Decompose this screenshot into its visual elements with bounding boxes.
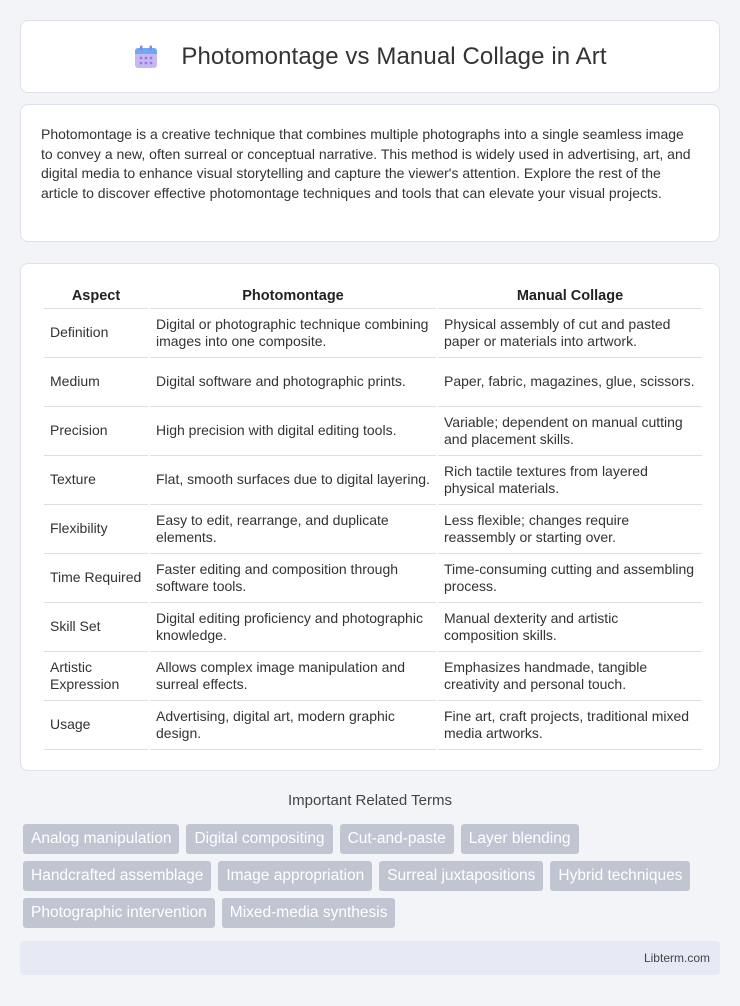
row-manual-collage: Emphasizes handmade, tangible creativity and personal touch.: [438, 652, 702, 701]
row-manual-collage: Rich tactile textures from layered physical materials.: [438, 456, 702, 505]
table-row: [44, 554, 702, 603]
table-row: [44, 309, 702, 358]
comparison-table-card: [20, 263, 720, 771]
tag-handcrafted-assemblage[interactable]: Handcrafted assemblage: [23, 861, 211, 891]
row-photomontage: Allows complex image manipulation and surreal effects.: [150, 652, 436, 701]
row-photomontage: Faster editing and composition through software tools.: [150, 554, 436, 603]
row-photomontage: Digital or photographic technique combining images into one composite.: [150, 309, 436, 358]
table-row: [44, 456, 702, 505]
row-aspect: Usage: [44, 701, 148, 750]
row-photomontage: Easy to edit, rearrange, and duplicate elements.: [150, 505, 436, 554]
tag-layer-blending[interactable]: Layer blending: [461, 824, 579, 854]
table-row: [44, 505, 702, 554]
tag-mixed-media-synthesis[interactable]: Mixed-media synthesis: [222, 898, 396, 928]
row-photomontage: Flat, smooth surfaces due to digital layering.: [150, 456, 436, 505]
comparison-table: [42, 284, 704, 750]
row-manual-collage: Less flexible; changes require reassembly or starting over.: [438, 505, 702, 554]
row-aspect: Time Required: [44, 554, 148, 603]
row-manual-collage: Manual dexterity and artistic composition skills.: [438, 603, 702, 652]
related-terms-title: Important Related Terms: [288, 792, 452, 809]
calendar-icon: [133, 44, 159, 70]
tag-digital-compositing[interactable]: Digital compositing: [186, 824, 332, 854]
table-row: [44, 652, 702, 701]
table-row: [44, 603, 702, 652]
table-header-row: [44, 284, 702, 309]
tag-row: [23, 898, 723, 928]
row-aspect: Medium: [44, 358, 148, 407]
table-row: [44, 701, 702, 750]
tag-hybrid-techniques[interactable]: Hybrid techniques: [550, 861, 690, 891]
intro-card: [20, 104, 720, 242]
footer-site-link[interactable]: Libterm.com: [643, 951, 710, 965]
row-aspect: Texture: [44, 456, 148, 505]
header-photomontage: Photomontage: [150, 284, 436, 309]
row-manual-collage: Physical assembly of cut and pasted paper or materials into artwork.: [438, 309, 702, 358]
row-aspect: Definition: [44, 309, 148, 358]
intro-text: Photomontage is a creative technique that combines multiple photographs into a single seamless image to convey a new, often surreal or conceptual narrative. This method is widely used in advertising, art, and digital media to enhance visual storytelling and capture the viewer's attention. Explore the rest of the article to discover effective photomontage techniques and tools that can elevate your visual projects.: [41, 126, 691, 201]
header-manual-collage: Manual Collage: [438, 284, 702, 309]
tag-cut-and-paste[interactable]: Cut-and-paste: [340, 824, 454, 854]
row-photomontage: Digital software and photographic prints.: [150, 358, 436, 407]
table-row: [44, 407, 702, 456]
tag-image-appropriation[interactable]: Image appropriation: [218, 861, 372, 891]
row-photomontage: High precision with digital editing tools.: [150, 407, 436, 456]
footer: [20, 941, 720, 975]
tag-row: [23, 824, 723, 854]
row-aspect: Precision: [44, 407, 148, 456]
row-aspect: Artistic Expression: [44, 652, 148, 701]
related-terms-list: [23, 824, 723, 935]
row-manual-collage: Fine art, craft projects, traditional mixed media artworks.: [438, 701, 702, 750]
page-title: Photomontage vs Manual Collage in Art: [181, 42, 607, 70]
tag-photographic-intervention[interactable]: Photographic intervention: [23, 898, 215, 928]
tag-analog-manipulation[interactable]: Analog manipulation: [23, 824, 179, 854]
row-photomontage: Advertising, digital art, modern graphic design.: [150, 701, 436, 750]
header-card: [20, 20, 720, 93]
row-photomontage: Digital editing proficiency and photographic knowledge.: [150, 603, 436, 652]
row-aspect: Skill Set: [44, 603, 148, 652]
row-aspect: Flexibility: [44, 505, 148, 554]
header-aspect: Aspect: [44, 284, 148, 309]
row-manual-collage: Paper, fabric, magazines, glue, scissors.: [438, 358, 702, 407]
row-manual-collage: Time-consuming cutting and assembling process.: [438, 554, 702, 603]
tag-row: [23, 861, 723, 891]
row-manual-collage: Variable; dependent on manual cutting and placement skills.: [438, 407, 702, 456]
table-row: [44, 358, 702, 407]
tag-surreal-juxtapositions[interactable]: Surreal juxtapositions: [379, 861, 543, 891]
